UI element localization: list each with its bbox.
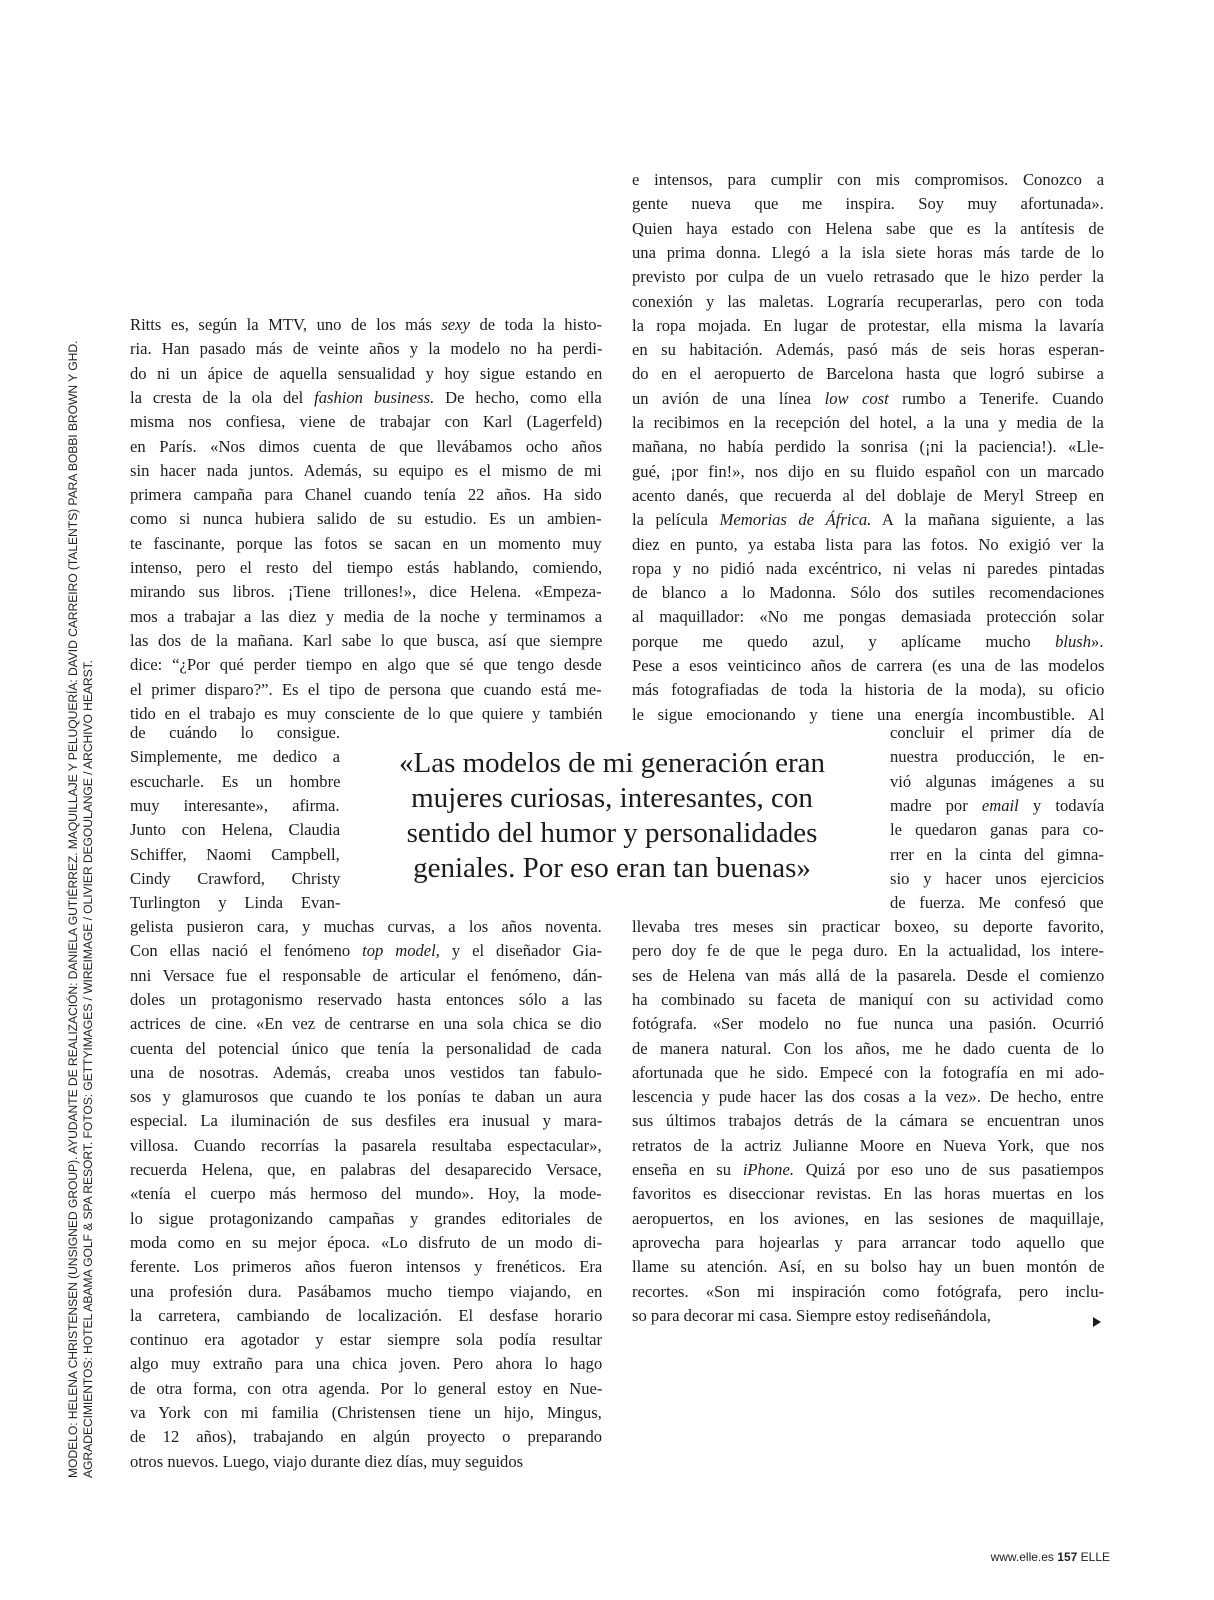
text-line: Junto con Helena, Claudia — [130, 820, 341, 840]
credits-line: AGRADECIMIENTOS: HOTEL ABAMA GOLF & SPA RESORT. FOTOS: GETTYIMAGES / WIREIMAGE / OLIVIER DEGOULANGE / ARCHIVO HEARST. — [81, 660, 95, 1478]
text-line: recortes. «Son mi inspiración como fotógrafa, pero inclu- — [632, 1281, 1105, 1301]
text-line: otros nuevos. Luego, viajo durante diez días, muy seguidos — [130, 1451, 524, 1471]
text-line: sin hacer nada juntos. Además, su equipo es el mismo de mi — [130, 460, 602, 480]
text-line: misma nos confiesa, viene de trabajar con Karl (Lagerfeld) — [130, 412, 603, 432]
text-line: la cresta de la ola del fashion business. De hecho, como ella — [130, 387, 602, 407]
text-line: villosa. Cuando recorrías la pasarela resultaba espectacular», — [130, 1135, 602, 1155]
text-line: intenso, pero el resto del tiempo estás hablando, comiendo, — [130, 558, 603, 577]
text-line: fotógrafa. «Ser modelo no fue nunca una pasión. Ocurrió — [632, 1014, 1104, 1034]
photo-credits — [66, 340, 106, 1478]
text-line: dice: “¿Por qué perder tiempo en algo que sé que tengo desde — [130, 655, 602, 675]
text-line: pero doy fe de que le pega duro. En la actualidad, los intere- — [632, 941, 1104, 961]
text-line: e intensos, para cumplir con mis compromisos. Conozco a — [632, 170, 1105, 189]
text-line: Ritts es, según la MTV, uno de los más sexy de toda la histo- — [130, 315, 603, 334]
text-line: algo muy extraño para una chica joven. Pero ahora lo hago — [130, 1354, 603, 1374]
text-line: «tenía el cuerpo más hermoso del mundo». Hoy, la mode- — [130, 1184, 602, 1204]
text-line: ria. Han pasado más de veinte años y la modelo no ha perdi- — [130, 339, 603, 359]
text-line: conexión y las maletas. Lograría recuperarlas, pero con toda — [632, 291, 1104, 311]
text-line: aeropuertos, en los aviones, en las sesiones de maquillaje, — [632, 1208, 1104, 1228]
text-line: escucharle. Es un hombre — [130, 771, 341, 791]
text-line: Cindy Crawford, Christy — [130, 868, 341, 888]
text-line: ferente. Los primeros años fueron intensos y frenéticos. Era — [130, 1257, 603, 1277]
text-line: una prima donna. Llegó a la isla siete horas más tarde de lo — [632, 242, 1105, 262]
text-line: recuerda Helena, que, en palabras del desaparecido Versace, — [130, 1160, 602, 1179]
arrow-right-icon — [1093, 1317, 1101, 1327]
text-line: llame su atención. Así, en su bolso hay un buen montón de — [632, 1257, 1105, 1277]
text-line: retratos de la actriz Julianne Moore en Nueva York, que nos — [632, 1135, 1105, 1155]
text-line: favoritos es diseccionar revistas. En las horas muertas en los — [632, 1184, 1104, 1204]
pull-quote-line: geniales. Por eso eran tan buenas» — [413, 852, 811, 884]
text-line: rrer en la cinta del gimna- — [890, 844, 1104, 864]
text-line: de otra forma, con otra agenda. Por lo general estoy en Nue- — [130, 1378, 603, 1398]
text-line: muy interesante», afirma. — [130, 795, 340, 815]
text-line: diez en punto, ya estaba lista para las fotos. No exigió ver la — [632, 534, 1105, 554]
text-line: porque me quedo azul, y aplícame mucho blush». — [632, 631, 1104, 651]
text-line: Schiffer, Naomi Campbell, — [130, 844, 340, 864]
text-line: una profesión dura. Pasábamos mucho tiempo viajando, en — [130, 1281, 603, 1301]
pull-quote-line: sentido del humor y personalidades — [406, 817, 818, 849]
text-line: de manera natural. Con los años, me he dado cuenta de lo — [632, 1038, 1104, 1058]
footer-url[interactable]: www.elle.es — [990, 1550, 1054, 1564]
text-line: gente nueva que me inspira. Soy muy afortunada». — [632, 194, 1104, 214]
text-line: vió algunas imágenes a su — [890, 771, 1105, 791]
text-line: lescencia y pude hacer las dos cosas a la vez». De hecho, entre — [632, 1087, 1104, 1107]
text-line: do ni un ápice de aquella sensualidad y hoy sigue estando en — [130, 363, 603, 383]
text-line: continuo era agotador y estar siempre sola podía resultar — [130, 1330, 603, 1350]
text-line: sos y glamurosos que cuando te los ponías te daban un aura — [130, 1087, 602, 1107]
text-line: como si nunca hubiera salido de su estudio. Es un ambien- — [130, 509, 602, 529]
text-line: gué, ¡por fin!», nos dijo en su fluido español con un marcado — [632, 461, 1105, 481]
text-line: la carretera, cambiando de localización. El desfase horario — [130, 1305, 603, 1325]
text-line: previsto por culpa de un vuelo retrasado que le hizo perder la — [632, 267, 1104, 287]
text-line: ha combinado su faceta de maniquí con su actividad como — [632, 989, 1104, 1009]
text-line: llevaba tres meses sin practicar boxeo, su deporte favorito, — [632, 917, 1104, 936]
text-line: de 12 años), trabajando en algún proyecto o preparando — [130, 1427, 603, 1447]
text-line: especial. La iluminación de sus desfiles era inusual y mara- — [130, 1111, 603, 1131]
text-line: primera campaña para Chanel cuando tenía 22 años. Ha sido — [130, 485, 602, 505]
text-line: enseña en su iPhone. Quizá por eso uno de sus pasatiempos — [632, 1160, 1104, 1179]
text-line: el primer disparo?”. Es el tipo de persona que cuando está me- — [130, 679, 602, 699]
text-line: cuenta del potencial único que tenía la personalidad de cada — [130, 1038, 602, 1058]
text-line: mos a trabajar a las diez y media de la noche y terminamos a — [130, 606, 603, 626]
text-line: al maquillador: «No me pongas demasiada protección solar — [632, 607, 1104, 627]
page-number: 157 — [1057, 1550, 1078, 1564]
text-line: mañana, no había perdido la sonrisa (¡ni la paciencia!). «Lle- — [632, 437, 1104, 457]
page-footer — [991, 1550, 1110, 1564]
text-line: acento danés, que recuerda al del doblaje de Meryl Streep en — [632, 485, 1105, 505]
text-line: en su habitación. Además, pasó más de seis horas esperan- — [632, 340, 1105, 360]
text-line: las dos de la mañana. Karl sabe lo que busca, así que siempre — [130, 630, 603, 650]
text-line: afortunada que he sido. Empecé con la fotografía en mi ado- — [632, 1062, 1105, 1082]
text-line: Simplemente, me dedico a — [130, 747, 341, 767]
text-line: madre por email y todavía — [890, 795, 1105, 815]
text-line: gelista pusieron cara, y muchas curvas, a los años noventa. — [130, 917, 602, 936]
text-line: nni Versace fue el responsable de articular el fenómeno, dán- — [130, 965, 603, 985]
text-line: concluir el primer día de — [890, 723, 1105, 742]
text-line: mirando sus libros. ¡Tiene trillones!», dice Helena. «Empeza- — [130, 582, 602, 602]
text-line: ropa y no pidió nada excéntrico, ni velas ni paredes pintadas — [632, 558, 1105, 578]
text-line: Con ellas nació el fenómeno top model, y el diseñador Gia- — [130, 941, 602, 961]
text-line: do en el aeropuerto de Barcelona hasta que logró subirse a — [632, 364, 1105, 384]
text-line: la ropa mojada. En lugar de protestar, ella misma la lavaría — [632, 315, 1104, 335]
text-line: lo sigue protagonizando campañas y grandes editoriales de — [130, 1208, 603, 1228]
text-line: le sigue emocionando y tiene una energía incombustible. Al — [632, 704, 1105, 724]
credits-line: MODELO: HELENA CHRISTENSEN (UNSIGNED GROUP). AYUDANTE DE REALIZACIÓN: DANIELA GUTIÉRREZ. MAQUILLAJE Y PELUQUERÍA: DAVID CARREIRO (TALENTS) PARA BOBBI BROWN Y GHD. — [66, 340, 80, 1478]
text-line: la película Memorias de África. A la mañana siguiente, a las — [632, 510, 1105, 530]
text-line: va York con mi familia (Christensen tiene un hijo, Mingus, — [130, 1403, 602, 1422]
text-line: nuestra producción, le en- — [890, 747, 1105, 767]
text-line: actrices de cine. «En vez de centrarse en una sola chica se dio — [130, 1014, 602, 1034]
text-line: un avión de una línea low cost rumbo a Tenerife. Cuando — [632, 388, 1104, 408]
text-line: so para decorar mi casa. Siempre estoy rediseñándola, — [632, 1305, 991, 1325]
text-line: la recibimos en la recepción del hotel, a la una y media de la — [632, 413, 1104, 432]
text-line: Pese a esos veinticinco años de carrera (es una de las modelos — [632, 656, 1105, 675]
magazine-brand: ELLE — [1080, 1550, 1110, 1564]
text-line: le quedaron ganas para co- — [890, 820, 1104, 840]
text-line: te fascinante, porque las fotos se sacan en un momento muy — [130, 533, 602, 553]
text-line: una de nosotras. Además, creaba unos vestidos tan fabulo- — [130, 1062, 603, 1082]
text-line: de cuándo lo consigue. — [130, 723, 341, 742]
text-line: sus últimos trabajos detrás de la cámara se encuentran unos — [632, 1111, 1104, 1131]
text-line: más fotografiadas de toda la historia de la moda), su oficio — [632, 680, 1105, 700]
text-line: sio y hacer unos ejercicios — [890, 868, 1105, 888]
pull-quote-line: «Las modelos de mi generación eran — [399, 747, 825, 779]
text-line: moda como en su mejor época. «Lo disfruto de un modo di- — [130, 1232, 603, 1252]
text-line: Turlington y Linda Evan- — [130, 893, 341, 913]
text-line: de blanco a lo Madonna. Sólo dos sutiles recomendaciones — [632, 583, 1105, 603]
pull-quote-line: mujeres curiosas, interesantes, con — [411, 782, 813, 814]
text-line: ses de Helena van más allá de la pasarela. Desde el comienzo — [632, 965, 1105, 985]
text-line: aprovecha para hojearlas y para arrancar todo aquello que — [632, 1232, 1105, 1252]
text-line: de fuerza. Me confesó que — [890, 893, 1104, 913]
text-line: tido en el trabajo es muy consciente de lo que quiere y también — [130, 703, 603, 723]
text-line: Quien haya estado con Helena sabe que es la antítesis de — [632, 218, 1104, 238]
text-line: doles un protagonismo reservado hasta entonces sólo a las — [130, 989, 603, 1009]
text-line: en París. «Nos dimos cuenta de que llevábamos ocho años — [130, 436, 603, 456]
